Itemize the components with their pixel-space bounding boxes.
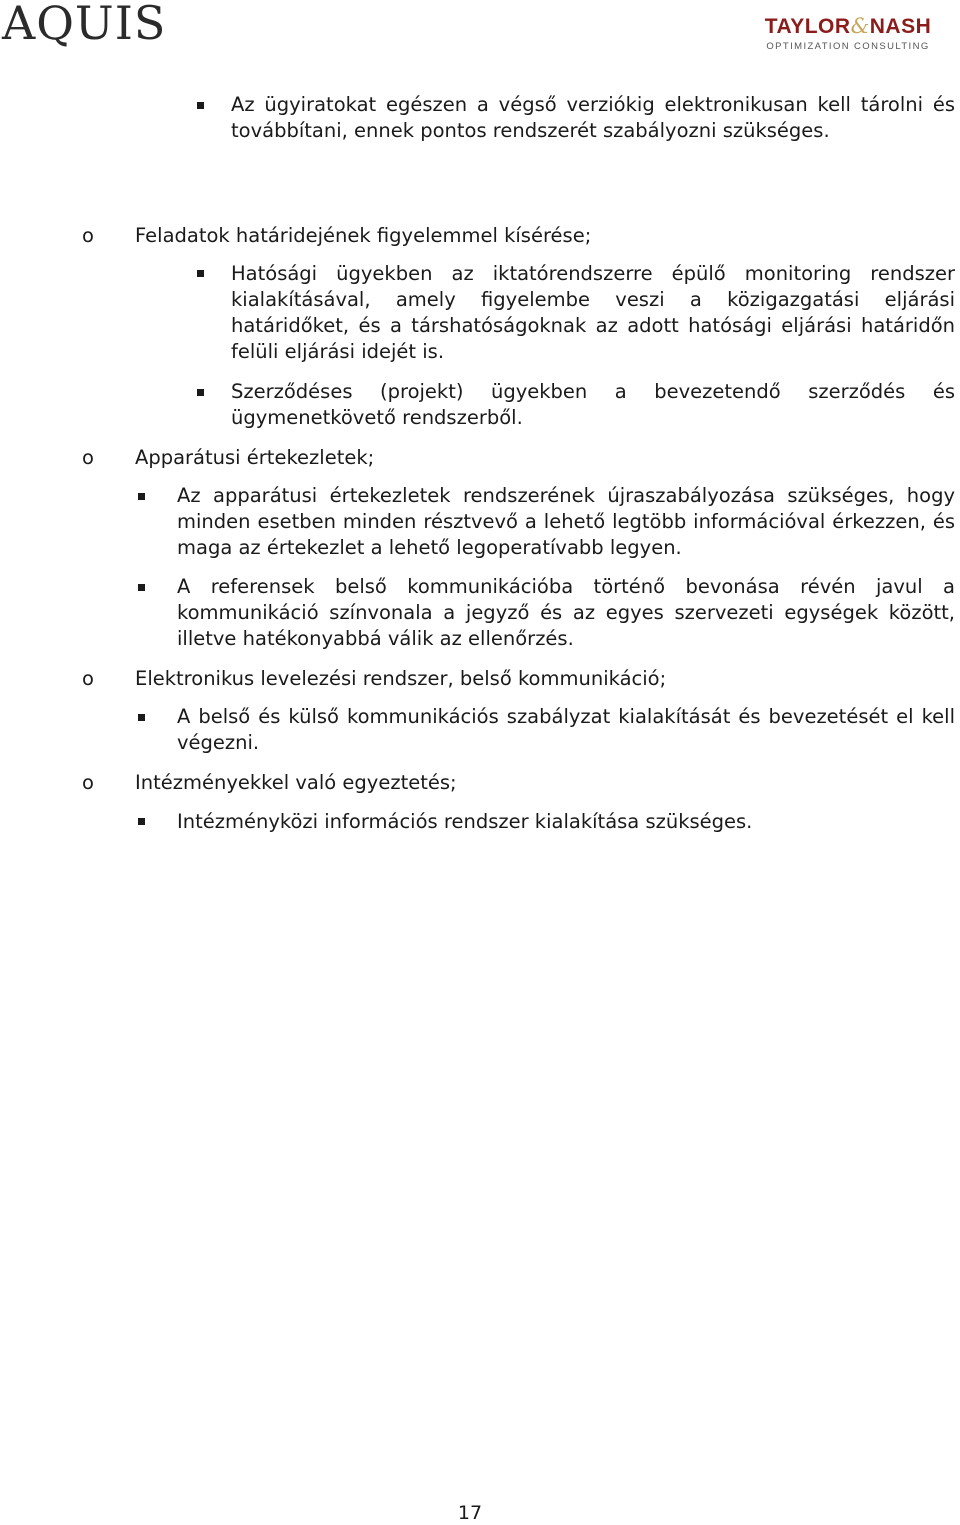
list-item [177, 809, 955, 835]
square-bullet-icon [138, 493, 145, 500]
taylor-nash-logo-text: TAYLOR&NASH [764, 14, 932, 38]
section-heading-text: Apparátusi értekezletek; [135, 446, 375, 469]
square-bullet-icon [138, 818, 145, 825]
page-number: 17 [457, 1502, 483, 1524]
aquis-logo [0, 0, 180, 62]
square-bullet-icon [138, 584, 145, 591]
section-heading [135, 666, 955, 692]
section-heading-text: Elektronikus levelezési rendszer, belső kommunikáció; [135, 667, 667, 690]
list-item [177, 574, 955, 652]
list-item-text: Intézményközi információs rendszer kialakítása szükséges. [177, 810, 753, 833]
square-bullet-icon [197, 270, 204, 277]
list-item-text: A belső és külső kommunikációs szabályzat kialakítását és bevezetését el kell végezni. [177, 705, 955, 754]
list-item [177, 483, 955, 561]
section-heading-text: Intézményekkel való egyeztetés; [135, 771, 457, 794]
circle-bullet-icon: o [82, 446, 94, 469]
list-item-text: Hatósági ügyekben az iktatórendszerre épülő monitoring rendszer kialakításával, amely figyelembe veszi a közigazgatási eljárási határidőket, és a társhatóságoknak az adott hatósági eljárási határidőn felüli eljárási idejét is. [231, 262, 955, 363]
section-heading [135, 770, 955, 796]
circle-bullet-icon: o [82, 667, 94, 690]
taylor-nash-logo [748, 14, 948, 62]
section-heading [135, 223, 955, 249]
list-item [231, 92, 955, 144]
taylor-nash-logo-subtitle: OPTIMIZATION CONSULTING [766, 41, 930, 52]
circle-bullet-icon: o [82, 224, 94, 247]
section-heading [135, 445, 955, 471]
list-item-text: Szerződéses (projekt) ügyekben a bevezetendő szerződés és ügymenetkövető rendszerből. [231, 380, 955, 429]
circle-bullet-icon: o [82, 771, 94, 794]
aquis-logo-text: AQUIS [2, 0, 167, 50]
list-item [231, 261, 955, 365]
square-bullet-icon [197, 389, 204, 396]
section-heading-text: Feladatok határidejének figyelemmel kísérése; [135, 224, 592, 247]
square-bullet-icon [138, 714, 145, 721]
list-item-text: Az apparátusi értekezletek rendszerének újraszabályozása szükséges, hogy minden esetben minden résztvevő a lehető legtöbb információval érkezzen, és maga az értekezlet a lehető legoperatívabb legyen. [177, 484, 955, 559]
list-item-text: A referensek belső kommunikációba történő bevonása révén javul a kommunikáció színvonala a jegyző és az egyes szervezeti egységek között, illetve hatékonyabbá válik az ellenőrzés. [177, 575, 955, 650]
list-item-text: Az ügyiratokat egészen a végső verziókig elektronikusan kell tárolni és továbbítani, ennek pontos rendszerét szabályozni szükséges. [231, 93, 955, 142]
list-item [231, 379, 955, 431]
list-item [177, 704, 955, 756]
square-bullet-icon [197, 102, 204, 109]
